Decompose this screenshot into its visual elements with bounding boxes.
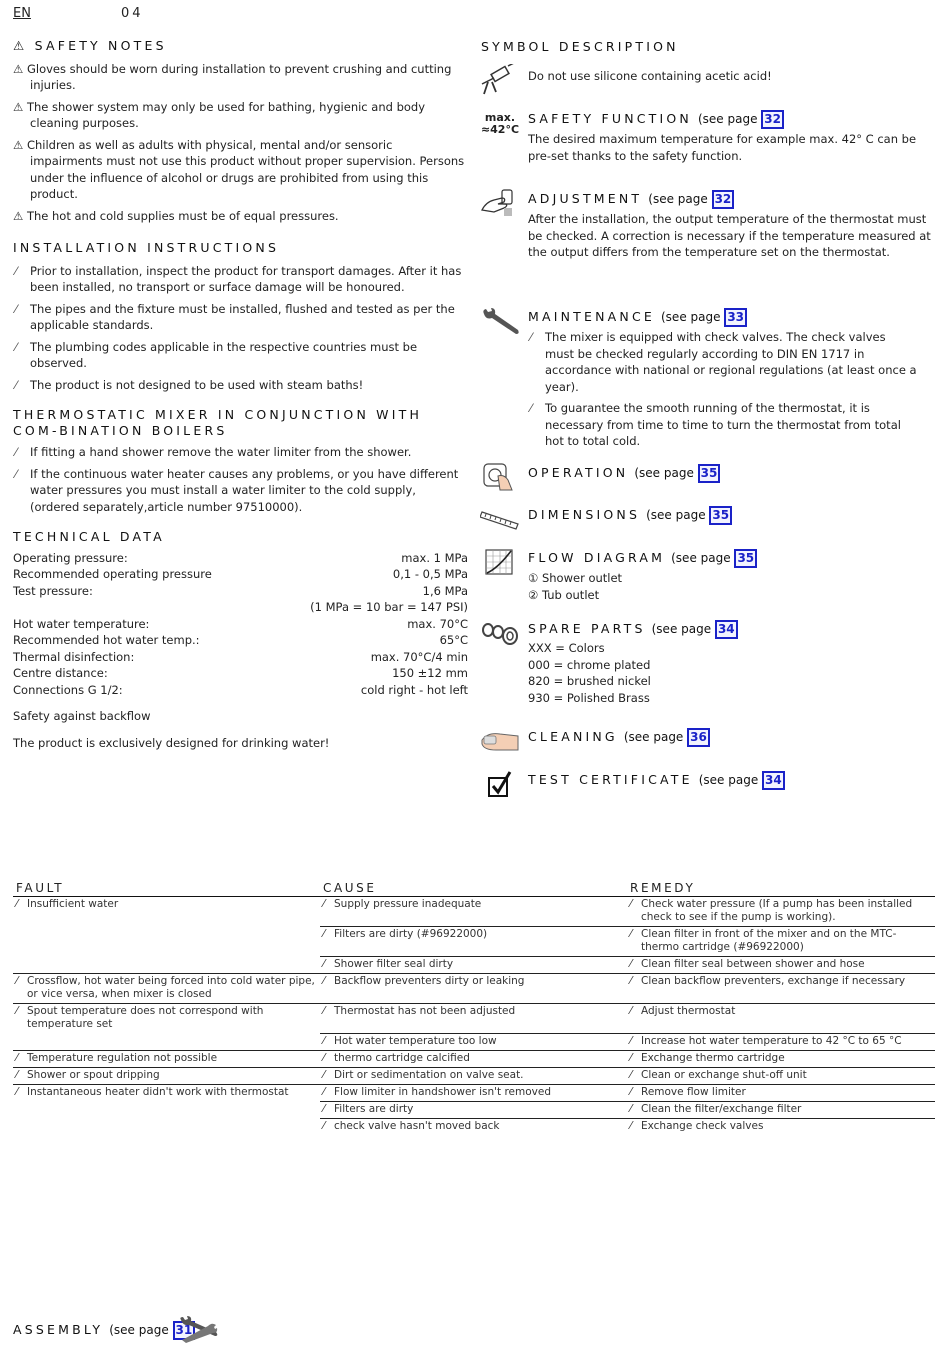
- tools-icon: [178, 1316, 220, 1344]
- fault-cell: [13, 1101, 320, 1118]
- silicone-note: Do not use silicone containing acetic acid!: [528, 69, 772, 83]
- flow-diagram-heading: FLOW DIAGRAM (see page 35: [528, 549, 757, 568]
- fault-cell: [13, 1033, 320, 1050]
- dimensions-heading: DIMENSIONS (see page 35: [528, 506, 732, 525]
- color-code: XXX = Colors: [528, 641, 605, 655]
- table-row: [13, 1101, 935, 1118]
- remedy-cell: ⁄ Clean the filter/exchange filter: [627, 1101, 935, 1118]
- page-link-35[interactable]: 35: [698, 464, 721, 483]
- tech-row: Recommended operating pressure 0,1 - 0,5 MPa: [13, 567, 468, 581]
- cleaning-hand-icon: [480, 728, 520, 754]
- table-row: [13, 1033, 935, 1050]
- test-certificate-heading: TEST CERTIFICATE (see page 34: [528, 771, 785, 790]
- remedy-cell: ⁄ Adjust thermostat: [627, 1004, 935, 1034]
- fault-cell: ⁄ Insufficient water: [13, 897, 320, 927]
- installation-item: ⁄ Prior to installation, inspect the product for transport damages. After it has been installed, no transport or surface damage will be honoured.: [13, 263, 468, 296]
- fault-cell: [13, 1118, 320, 1135]
- maintenance-list: [528, 329, 918, 455]
- adjustment-text: After the installation, the output temperature of the thermostat must be checked. A correction is necessary if the temperature measured at the output differs from the temperature set on the thermostat.: [528, 212, 931, 259]
- page-link-31[interactable]: 31: [173, 1321, 196, 1340]
- cause-cell: ⁄ Backflow preventers dirty or leaking: [320, 974, 627, 1004]
- remedy-cell: ⁄ Exchange check valves: [627, 1118, 935, 1135]
- color-code: 820 = brushed nickel: [528, 674, 651, 688]
- spare-parts-heading: SPARE PARTS (see page 34: [528, 620, 738, 639]
- maintenance-item: ⁄ To guarantee the smooth running of the thermostat, it is necessary from time to time to turn the thermostat from total hot to total cold.: [528, 400, 918, 450]
- thermostatic-item: ⁄ If the continuous water heater causes any problems, or you have different water pressures you must install a water limiter to the cold supply, (ordered separately,article number 97510000).: [13, 466, 468, 516]
- page-link-34[interactable]: 34: [715, 620, 738, 639]
- tech-row: Connections G 1/2: cold right - hot left: [13, 682, 468, 697]
- cause-cell: ⁄ Hot water temperature too low: [320, 1033, 627, 1050]
- cause-cell: ⁄ Filters are dirty (#96922000): [320, 927, 627, 957]
- safety-function-text: The desired maximum temperature for example max. 42° C can be pre-set thanks to the safety function.: [528, 132, 917, 163]
- remedy-cell: ⁄ Exchange thermo cartridge: [627, 1050, 935, 1067]
- tech-row: Operating pressure: max. 1 MPa: [13, 550, 468, 565]
- cause-cell: ⁄ Thermostat has not been adjusted: [320, 1004, 627, 1034]
- cleaning-heading: CLEANING (see page 36: [528, 728, 710, 747]
- operation-heading: OPERATION (see page 35: [528, 464, 720, 483]
- table-row: [13, 1004, 935, 1034]
- ruler-icon: [480, 506, 520, 530]
- maintenance-item: ⁄ The mixer is equipped with check valves. The check valves must be checked regularly according to DIN EN 1717 in accordance with national or regional regulations (at least once a year).: [528, 329, 918, 395]
- table-row: [13, 1050, 935, 1067]
- safety-notes-title: ⚠ SAFETY NOTES: [13, 38, 167, 53]
- table-row: [13, 957, 935, 974]
- remedy-cell: ⁄ Clean backflow preventers, exchange if necessary: [627, 974, 935, 1004]
- installation-title: INSTALLATION INSTRUCTIONS: [13, 240, 280, 255]
- left-column: [13, 38, 468, 751]
- fault-header: FAULT: [13, 882, 320, 897]
- fault-cell: ⁄ Instantaneous heater didn't work with thermostat: [13, 1084, 320, 1101]
- tech-row: Hot water temperature: max. 70°C: [13, 616, 468, 631]
- checkbox-icon: [486, 770, 514, 800]
- safety-function-heading: SAFETY FUNCTION (see page 32: [528, 110, 784, 129]
- cause-cell: ⁄ check valve hasn't moved back: [320, 1118, 627, 1135]
- cause-cell: ⁄ Filters are dirty: [320, 1101, 627, 1118]
- page-link-36[interactable]: 36: [687, 728, 710, 747]
- cause-cell: ⁄ thermo cartridge calcified: [320, 1050, 627, 1067]
- installation-item: ⁄ The pipes and the fixture must be installed, flushed and tested as per the applicable standards.: [13, 301, 468, 334]
- remedy-cell: ⁄ Clean filter in front of the mixer and on the MTC-thermo cartridge (#96922000): [627, 927, 935, 957]
- troubleshooting-table: [13, 882, 935, 1135]
- fault-cell: ⁄ Spout temperature does not correspond with temperature set: [13, 1004, 320, 1034]
- thermostatic-item: ⁄ If fitting a hand shower remove the water limiter from the shower.: [13, 444, 468, 461]
- installation-item: ⁄ The product is not designed to be used with steam baths!: [13, 377, 468, 394]
- safety-note: ⚠ The hot and cold supplies must be of equal pressures.: [13, 208, 339, 223]
- flow-diagram-icon: [484, 548, 514, 576]
- remedy-cell: ⁄ Clean or exchange shut-off unit: [627, 1067, 935, 1084]
- wrench-icon: [480, 308, 522, 336]
- remedy-cell: ⁄ Remove flow limiter: [627, 1084, 935, 1101]
- page-link-33[interactable]: 33: [724, 308, 747, 327]
- table-row: [13, 927, 935, 957]
- table-header-row: [13, 882, 935, 897]
- assembly-heading: ASSEMBLY (see page 31: [13, 1321, 195, 1340]
- remedy-header: REMEDY: [627, 882, 935, 897]
- safety-note: ⚠ Gloves should be worn during installation to prevent crushing and cutting injuries.: [13, 61, 452, 92]
- color-code: 000 = chrome plated: [528, 657, 651, 672]
- page-link-32[interactable]: 32: [761, 110, 784, 129]
- remedy-cell: ⁄ Increase hot water temperature to 42 °C to 65 °C: [627, 1033, 935, 1050]
- silicone-gun-icon: [480, 64, 516, 96]
- table-row: [13, 897, 935, 927]
- adjustment-hand-icon: [480, 188, 516, 220]
- backflow-note: Safety against backflow: [13, 709, 151, 723]
- spare-parts-colors: [528, 640, 651, 706]
- thermostatic-mixer-title: THERMOSTATIC MIXER IN CONJUNCTION WITH COM-BINATION BOILERS: [13, 407, 423, 438]
- drinking-water-note: The product is exclusively designed for drinking water!: [13, 735, 330, 750]
- spare-parts-icon: [480, 620, 520, 648]
- tech-row: Recommended hot water temp.: 65°C: [13, 633, 468, 647]
- page-link-35[interactable]: 35: [734, 549, 757, 568]
- safety-note: ⚠ The shower system may only be used for bathing, hygienic and body cleaning purposes.: [13, 99, 426, 130]
- table-row: [13, 974, 935, 1004]
- language-code: EN: [13, 6, 31, 21]
- page-link-35[interactable]: 35: [709, 506, 732, 525]
- symbol-description-title: SYMBOL DESCRIPTION: [481, 39, 679, 54]
- cause-cell: ⁄ Flow limiter in handshower isn't removed: [320, 1084, 627, 1101]
- table-row: [13, 1067, 935, 1084]
- cause-cell: ⁄ Supply pressure inadequate: [320, 897, 627, 927]
- shower-outlet-label: ① Shower outlet: [528, 571, 623, 585]
- adjustment-heading: ADJUSTMENT (see page 32: [528, 190, 734, 209]
- remedy-cell: ⁄ Check water pressure (If a pump has been installed check to see if the pump is working).: [627, 897, 935, 927]
- safety-notes-list: [13, 61, 468, 225]
- table-row: [13, 1118, 935, 1135]
- page-number: 04: [121, 6, 144, 21]
- technical-data-title: TECHNICAL DATA: [13, 529, 165, 544]
- warning-icon: ⚠: [13, 38, 28, 53]
- flow-diagram-legend: [528, 570, 622, 603]
- table-row: [13, 1084, 935, 1101]
- max-temperature-icon: max. ≈42°C: [480, 111, 520, 136]
- remedy-cell: ⁄ Clean filter seal between shower and hose: [627, 957, 935, 974]
- tech-row: Centre distance: 150 ±12 mm: [13, 666, 468, 680]
- fault-cell: [13, 957, 320, 974]
- cause-cell: ⁄ Shower filter seal dirty: [320, 957, 627, 974]
- tech-row: Thermal disinfection: max. 70°C/4 min: [13, 649, 468, 664]
- fault-cell: ⁄ Temperature regulation not possible: [13, 1050, 320, 1067]
- safety-note: ⚠ Children as well as adults with physical, mental and/or sensoric impairments must not use this product without proper supervision. Persons under the influence of alcohol or drugs are prohibited from using this product.: [13, 137, 465, 201]
- operation-hand-icon: [482, 462, 516, 492]
- page-link-32[interactable]: 32: [712, 190, 735, 209]
- tech-row: (1 MPa = 10 bar = 147 PSI): [310, 600, 468, 614]
- fault-cell: ⁄ Shower or spout dripping: [13, 1067, 320, 1084]
- color-code: 930 = Polished Brass: [528, 690, 650, 705]
- cause-cell: ⁄ Dirt or sedimentation on valve seat.: [320, 1067, 627, 1084]
- installation-item: ⁄ The plumbing codes applicable in the respective countries must be observed.: [13, 339, 468, 372]
- tech-row: Test pressure: 1,6 MPa: [13, 583, 468, 598]
- fault-cell: [13, 927, 320, 957]
- maintenance-heading: MAINTENANCE (see page 33: [528, 308, 747, 327]
- technical-data-table: [13, 550, 468, 699]
- cause-header: CAUSE: [320, 882, 627, 897]
- fault-cell: ⁄ Crossflow, hot water being forced into cold water pipe, or vice versa, when mixer is closed: [13, 974, 320, 1004]
- tub-outlet-label: ② Tub outlet: [528, 587, 600, 602]
- page-link-34[interactable]: 34: [762, 771, 785, 790]
